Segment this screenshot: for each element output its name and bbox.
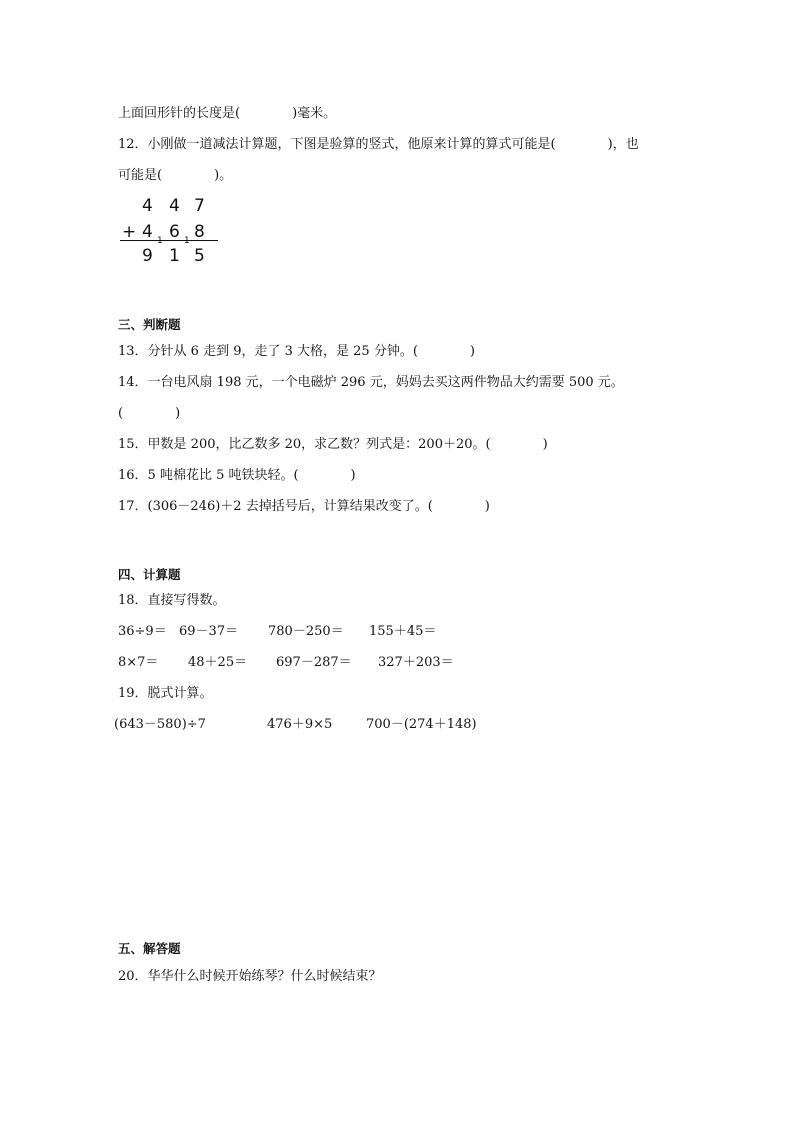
- section3-title: 三、判断题: [118, 317, 181, 332]
- calc-item: 36÷9＝: [118, 624, 167, 639]
- calc-item: 69－37＝: [179, 624, 239, 639]
- digit: 4: [142, 196, 153, 216]
- q18: 18．直接写得数。: [118, 593, 226, 608]
- digit: 4: [142, 222, 153, 242]
- carry-mark: 1: [184, 236, 190, 246]
- q12-line2: 可能是( )。: [118, 168, 233, 183]
- q20: 20．华华什么时候开始练琴？什么时候结束？: [118, 969, 382, 984]
- calc-item: 697－287＝: [276, 655, 352, 670]
- carry-mark: 1: [157, 236, 163, 246]
- calc-item: 8×7＝: [118, 655, 159, 670]
- digit: 8: [194, 222, 205, 242]
- q12-line1: 12．小刚做一道减法计算题，下图是验算的竖式，他原来计算的算式可能是( )，也: [118, 137, 639, 152]
- sum-rule: [120, 240, 218, 241]
- q16: 16．5 吨棉花比 5 吨铁块轻。( ): [118, 468, 356, 483]
- digit: 5: [194, 246, 205, 266]
- plus-sign: +: [122, 222, 137, 242]
- digit: 4: [169, 196, 180, 216]
- digit: 6: [169, 222, 180, 242]
- calc-item: 48＋25＝: [188, 655, 248, 670]
- q13: 13．分针从 6 走到 9，走了 3 大格，是 25 分钟。( ): [118, 344, 475, 359]
- vertical-addition: [118, 192, 228, 272]
- q11-tail: 上面回形针的长度是( )毫米。: [118, 106, 337, 121]
- section4-title: 四、计算题: [118, 567, 181, 582]
- calc-item: 155＋45＝: [369, 624, 437, 639]
- q17: 17．(306－246)＋2 去掉括号后，计算结果改变了。( ): [118, 499, 490, 514]
- calc-item: 327＋203＝: [378, 655, 454, 670]
- expr-item: (643－580)÷7: [114, 717, 206, 732]
- expr-item: 700－(274＋148): [366, 717, 477, 732]
- q15: 15．甲数是 200，比乙数多 20，求乙数？列式是：200＋20。( ): [118, 437, 548, 452]
- digit: 7: [194, 196, 205, 216]
- q14-line1: 14．一台电风扇 198 元，一个电磁炉 296 元，妈妈去买这两件物品大约需要 500 元。: [118, 375, 624, 390]
- calc-item: 780－250＝: [268, 624, 344, 639]
- digit: 9: [142, 246, 153, 266]
- q19: 19．脱式计算。: [118, 686, 213, 701]
- expr-item: 476＋9×5: [267, 717, 333, 732]
- section5-title: 五、解答题: [118, 941, 181, 956]
- digit: 1: [169, 246, 180, 266]
- q14-line2: ( ): [118, 406, 181, 421]
